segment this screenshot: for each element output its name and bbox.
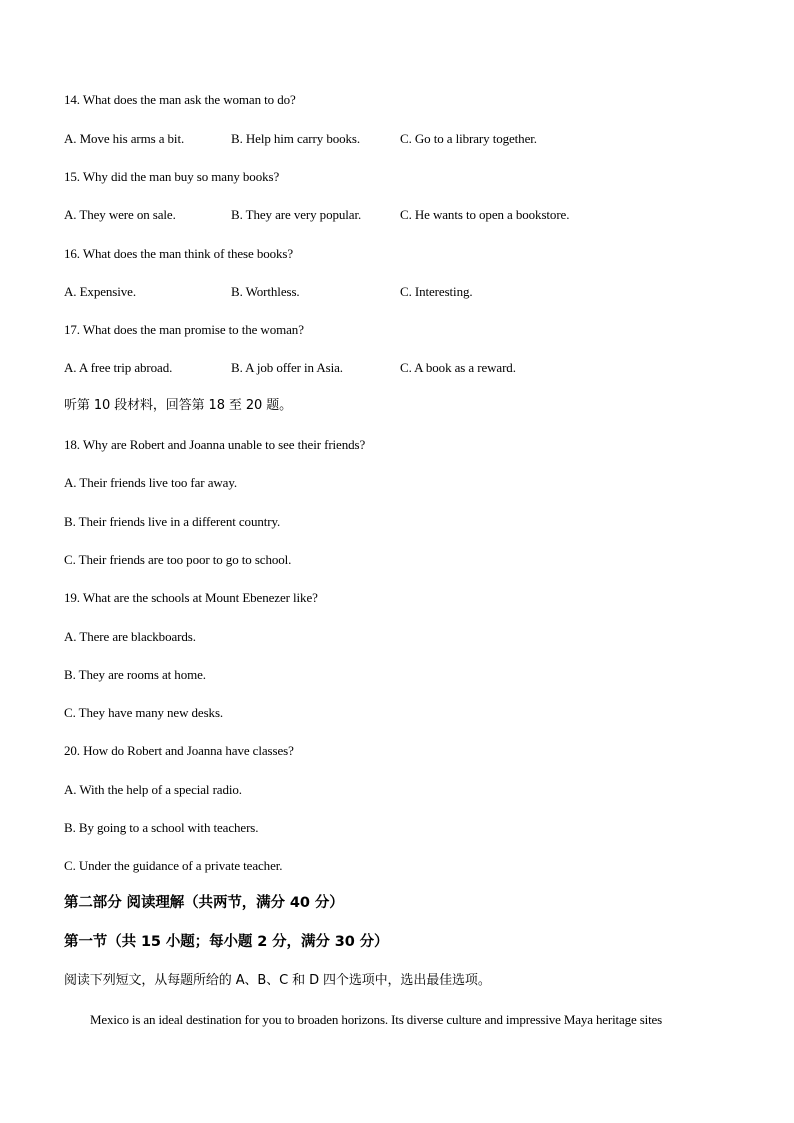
reading-instruction: 阅读下列短文，从每题所给的 A、B、C 和 D 四个选项中，选出最佳选项。 bbox=[64, 973, 491, 988]
question-16: 16. What does the man think of these books? bbox=[64, 246, 294, 261]
q16-option-c: C. Interesting. bbox=[400, 284, 473, 299]
question-19: 19. What are the schools at Mount Ebenezer like? bbox=[64, 590, 318, 605]
q15-option-c: C. He wants to open a bookstore. bbox=[400, 207, 570, 222]
question-17: 17. What does the man promise to the woman? bbox=[64, 322, 304, 337]
q16-option-b: B. Worthless. bbox=[231, 284, 300, 299]
question-14: 14. What does the man ask the woman to do? bbox=[64, 92, 296, 107]
q19-option-b: B. They are rooms at home. bbox=[64, 667, 206, 682]
q20-option-b: B. By going to a school with teachers. bbox=[64, 820, 259, 835]
q18-option-a: A. Their friends live too far away. bbox=[64, 475, 238, 490]
q17-option-c: C. A book as a reward. bbox=[400, 360, 516, 375]
section-10-instruction: 听第 10 段材料，回答第 18 至 20 题。 bbox=[64, 398, 293, 413]
q14-option-a: A. Move his arms a bit. bbox=[64, 131, 185, 146]
q18-option-b: B. Their friends live in a different country. bbox=[64, 514, 281, 529]
q15-option-b: B. They are very popular. bbox=[231, 207, 362, 222]
q15-option-a: A. They were on sale. bbox=[64, 207, 176, 222]
q19-option-c: C. They have many new desks. bbox=[64, 705, 224, 720]
q14-option-b: B. Help him carry books. bbox=[231, 131, 361, 146]
q20-option-c: C. Under the guidance of a private teacher. bbox=[64, 858, 283, 873]
q19-option-a: A. There are blackboards. bbox=[64, 629, 196, 644]
question-20: 20. How do Robert and Joanna have classes? bbox=[64, 743, 294, 758]
question-15: 15. Why did the man buy so many books? bbox=[64, 169, 280, 184]
passage-first-line: Mexico is an ideal destination for you to broaden horizons. Its diverse culture and impressive Maya heritage sites bbox=[90, 1012, 663, 1027]
question-18: 18. Why are Robert and Joanna unable to see their friends? bbox=[64, 437, 366, 452]
q17-option-a: A. A free trip abroad. bbox=[64, 360, 173, 375]
q17-option-b: B. A job offer in Asia. bbox=[231, 360, 343, 375]
q16-option-a: A. Expensive. bbox=[64, 284, 136, 299]
part-2-heading: 第二部分 阅读理解（共两节，满分 40 分） bbox=[64, 895, 344, 911]
q14-option-c: C. Go to a library together. bbox=[400, 131, 537, 146]
q18-option-c: C. Their friends are too poor to go to school. bbox=[64, 552, 292, 567]
section-1-heading: 第一节（共 15 小题；每小题 2 分，满分 30 分） bbox=[64, 934, 389, 950]
q20-option-a: A. With the help of a special radio. bbox=[64, 782, 242, 797]
